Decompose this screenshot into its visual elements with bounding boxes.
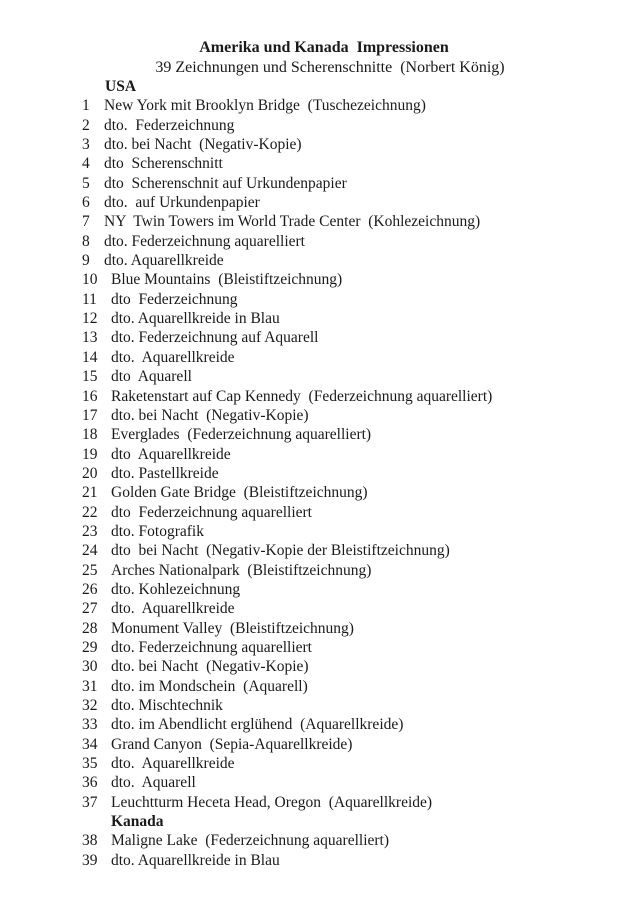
- item-description: Everglades (Federzeichnung aquarelliert): [111, 426, 372, 444]
- list-item: [0, 793, 622, 812]
- list-item: [0, 116, 622, 135]
- section-heading-kanada: [0, 812, 622, 831]
- item-description: dto. Aquarellkreide: [111, 755, 235, 773]
- item-number: 25: [82, 561, 98, 579]
- list-item: [0, 657, 622, 676]
- item-number: 24: [82, 542, 98, 560]
- item-description: New York mit Brooklyn Bridge (Tuschezeichnung): [104, 97, 426, 115]
- item-number: 29: [82, 638, 98, 656]
- list-item: [0, 387, 622, 406]
- item-number: 10: [82, 271, 98, 289]
- item-description: dto. im Mondschein (Aquarell): [111, 677, 308, 695]
- item-description: Monument Valley (Bleistiftzeichnung): [111, 619, 354, 637]
- list-item: [0, 309, 622, 328]
- list-item: [0, 135, 622, 154]
- item-description: dto Aquarellkreide: [111, 445, 231, 463]
- list-item: [0, 754, 622, 773]
- item-number: 21: [82, 484, 98, 502]
- section-heading-label: Kanada: [111, 813, 164, 831]
- item-description: dto. Aquarellkreide: [104, 252, 224, 270]
- list-item: [0, 715, 622, 734]
- item-number: 17: [82, 406, 98, 424]
- item-number: 31: [82, 677, 98, 695]
- item-description: dto. bei Nacht (Negativ-Kopie): [111, 658, 309, 676]
- list-item: [0, 251, 622, 270]
- list-item: [0, 212, 622, 231]
- item-number: 7: [82, 213, 90, 231]
- list-item: [0, 638, 622, 657]
- list-item: [0, 735, 622, 754]
- item-number: 2: [82, 116, 90, 134]
- item-description: dto. Aquarellkreide in Blau: [111, 851, 280, 869]
- list-item: [0, 154, 622, 173]
- list-item: [0, 348, 622, 367]
- item-number: 30: [82, 658, 98, 676]
- item-number: 26: [82, 580, 98, 598]
- item-description: dto. Pastellkreide: [111, 464, 219, 482]
- item-description: Leuchtturm Heceta Head, Oregon (Aquarellkreide): [111, 793, 433, 811]
- item-number: 11: [82, 290, 97, 308]
- list-item: [0, 328, 622, 347]
- item-description: Golden Gate Bridge (Bleistiftzeichnung): [111, 484, 368, 502]
- list-item: [0, 619, 622, 638]
- list-item: [0, 541, 622, 560]
- item-description: dto Scherenschnit auf Urkundenpapier: [104, 174, 347, 192]
- item-number: 20: [82, 464, 98, 482]
- item-number: 35: [82, 755, 98, 773]
- list-item: [0, 677, 622, 696]
- item-number: 18: [82, 426, 98, 444]
- item-number: 3: [82, 136, 90, 154]
- item-number: 38: [82, 832, 98, 850]
- item-description: dto. Kohlezeichnung: [111, 580, 241, 598]
- list-item: [0, 406, 622, 425]
- item-description: dto. im Abendlicht erglühend (Aquarellkreide): [111, 716, 404, 734]
- item-description: dto. Mischtechnik: [111, 697, 223, 714]
- item-description: dto Scherenschnitt: [104, 155, 223, 173]
- item-number: 33: [82, 716, 98, 734]
- item-description: dto Federzeichnung aquarelliert: [111, 503, 312, 521]
- item-description: dto. Federzeichnung auf Aquarell: [111, 329, 319, 347]
- section-heading-label: USA: [105, 78, 137, 95]
- list-item: [0, 599, 622, 618]
- item-description: dto. Aquarellkreide in Blau: [111, 310, 280, 328]
- document-title: Amerika und Kanada Impressionen: [199, 39, 449, 56]
- item-number: 9: [82, 252, 90, 270]
- list-item: [0, 483, 622, 502]
- list-item: [0, 445, 622, 464]
- item-description: dto. Aquarell: [111, 774, 196, 792]
- item-description: dto. Federzeichnung: [104, 116, 235, 134]
- item-number: 19: [82, 445, 98, 463]
- item-number: 37: [82, 793, 98, 811]
- list-item: [0, 232, 622, 251]
- list-item: [0, 696, 622, 715]
- item-number: 23: [82, 522, 98, 540]
- list-item: [0, 425, 622, 444]
- list-item: [0, 851, 622, 870]
- item-number: 22: [82, 503, 98, 521]
- list-item: [0, 270, 622, 289]
- item-description: dto Aquarell: [111, 368, 192, 386]
- item-description: Grand Canyon (Sepia-Aquarellkreide): [111, 735, 353, 753]
- item-description: dto bei Nacht (Negativ-Kopie der Bleistiftzeichnung): [111, 542, 450, 560]
- item-number: 39: [82, 851, 98, 869]
- list-item: [0, 522, 622, 541]
- item-number: 32: [82, 697, 98, 714]
- item-number: 27: [82, 600, 98, 618]
- list-item: [0, 174, 622, 193]
- section-heading-usa: [0, 77, 622, 96]
- item-description: Arches Nationalpark (Bleistiftzeichnung): [111, 561, 372, 579]
- item-description: dto. Fotografik: [111, 522, 204, 540]
- item-description: dto Federzeichnung: [111, 290, 238, 308]
- item-number: 4: [82, 155, 90, 173]
- item-description: Raketenstart auf Cap Kennedy (Federzeichnung aquarelliert): [111, 387, 493, 405]
- list-item: [0, 464, 622, 483]
- list-item: [0, 831, 622, 850]
- item-description: dto. Federzeichnung aquarelliert: [104, 232, 305, 250]
- item-number: 16: [82, 387, 98, 405]
- item-number: 12: [82, 310, 98, 328]
- list-item: [0, 580, 622, 599]
- item-description: NY Twin Towers im World Trade Center (Kohlezeichnung): [104, 213, 481, 231]
- list-item: [0, 193, 622, 212]
- item-number: 36: [82, 774, 98, 792]
- list-item: [0, 367, 622, 386]
- item-number: 13: [82, 329, 98, 347]
- item-number: 34: [82, 735, 98, 753]
- item-description: dto. auf Urkundenpapier: [104, 194, 260, 212]
- item-description: dto. Aquarellkreide: [111, 348, 235, 366]
- document-subtitle: 39 Zeichnungen und Scherenschnitte (Norbert König): [155, 59, 505, 76]
- artwork-list: [0, 77, 622, 870]
- item-number: 15: [82, 368, 98, 386]
- item-number: 1: [82, 97, 90, 115]
- list-item: [0, 96, 622, 115]
- item-number: 28: [82, 619, 98, 637]
- item-description: dto. Aquarellkreide: [111, 600, 235, 618]
- item-number: 8: [82, 232, 90, 250]
- item-description: dto. bei Nacht (Negativ-Kopie): [111, 406, 309, 424]
- item-description: Maligne Lake (Federzeichnung aquarelliert): [111, 832, 390, 850]
- list-item: [0, 503, 622, 522]
- item-description: dto. bei Nacht (Negativ-Kopie): [104, 136, 302, 154]
- item-number: 6: [82, 194, 90, 212]
- item-number: 5: [82, 174, 90, 192]
- item-description: dto. Federzeichnung aquarelliert: [111, 638, 312, 656]
- item-description: Blue Mountains (Bleistiftzeichnung): [111, 271, 343, 289]
- list-item: [0, 561, 622, 580]
- list-item: [0, 290, 622, 309]
- list-item: [0, 773, 622, 792]
- item-number: 14: [82, 348, 98, 366]
